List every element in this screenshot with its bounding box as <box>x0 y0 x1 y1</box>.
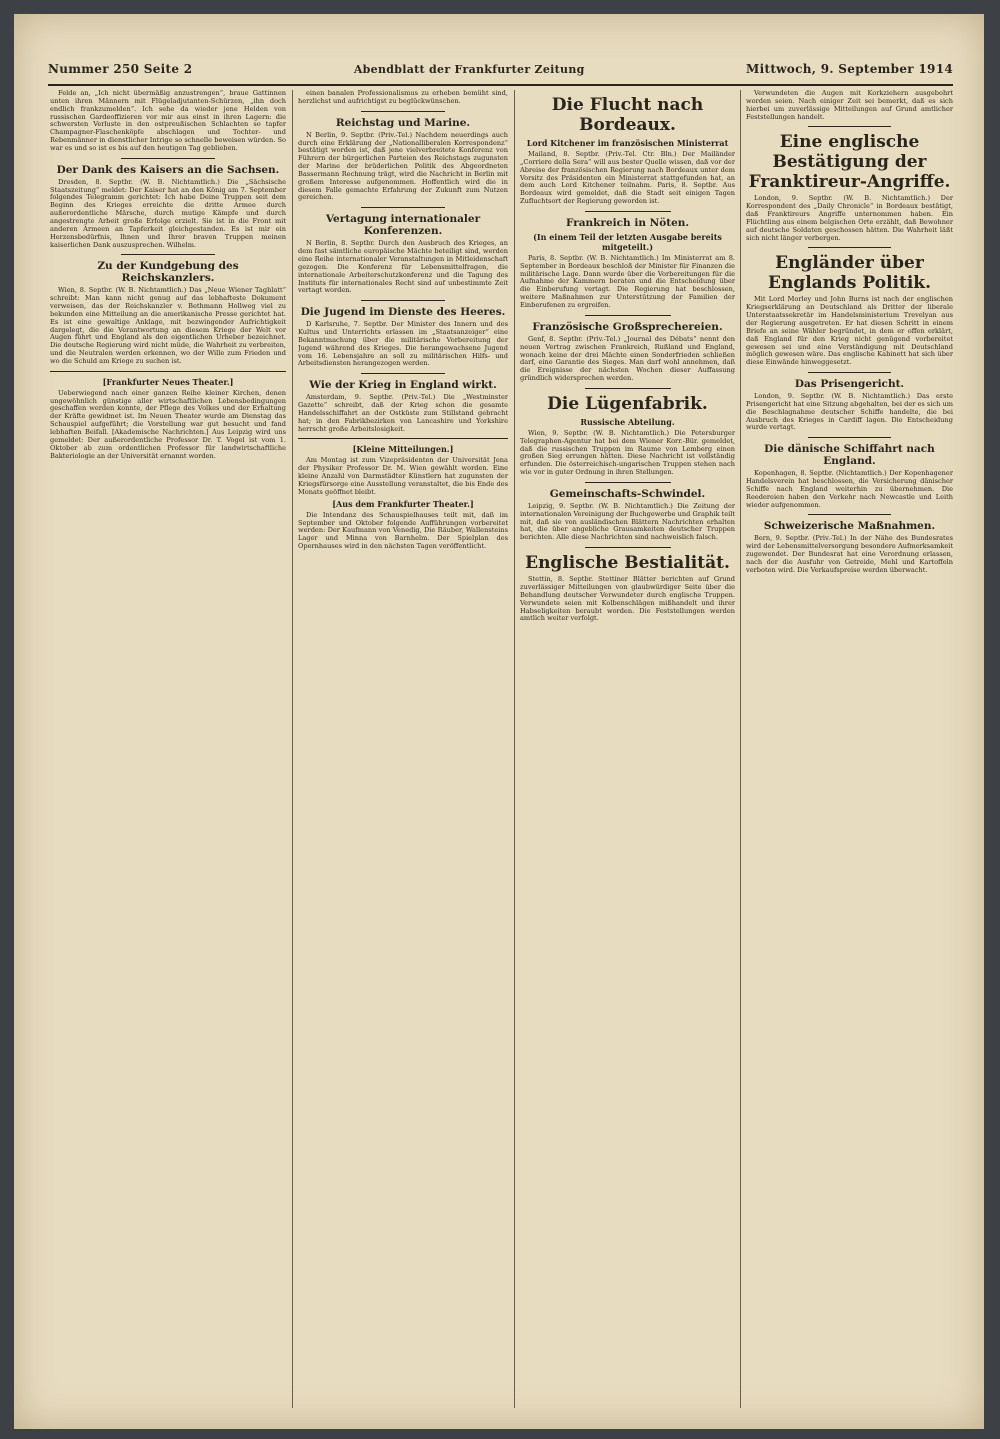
separator <box>585 388 671 389</box>
headline-englaender: Engländer über Englands Politik. <box>767 253 931 294</box>
separator <box>361 300 445 301</box>
separator <box>585 482 671 483</box>
article-body: London, 9. Septbr. (W. B. Nichtamtlich.) Das erste Prisengericht hat eine Sitzung abgehalten, bei der es sich um die Beschlagnahme deutscher Schiffe handelte, die bei Ausbruch des Krieges in Cardiff lagen. Die Entscheidung wurde vertagt. <box>746 392 953 432</box>
headline-prisengericht: Das Prisengericht. <box>794 378 905 391</box>
headline-bestialitaet: Englische Bestialität. <box>525 553 730 574</box>
separator <box>361 207 445 208</box>
separator <box>808 437 891 438</box>
subhead-kitchener: Lord Kitchener im französischen Ministerrat <box>526 138 729 148</box>
headline-schwindel: Gemeinschafts-Schwindel. <box>549 487 706 500</box>
headline-krieg-england: Wie der Krieg in England wirkt. <box>309 379 497 392</box>
column-2 <box>298 90 508 1408</box>
separator <box>585 315 671 316</box>
headline-bestaetigung: Eine englische Bestätigung der Franktireur-Angriffe. <box>748 132 951 193</box>
headline-grosssprecherei: Französische Großsprechereien. <box>532 320 723 333</box>
separator <box>361 373 445 374</box>
article-body: Wien, 8. Septbr. (W. B. Nichtamtlich.) Das „Neue Wiener Tagblatt“ schreibt: Man kann nicht genug auf das lebhafteste Dokument verweisen, das der Reichskanzler v. Bethmann Hollweg viel zu bekunden eine Mitteilung an die amerikanische Presse gerichtet hat. Es ist eine gewaltige Anklage, mit bezwingender Aufrichtigkeit dargelegt, die die Verantwortung an diesem Kriege der Welt vor Augen führt und England als den eigentlichen Urheber bezeichnet. Die deutsche Regierung wird nicht müde, die Wahrheit zu verbreiten, und die Neutralen werden erkennen, wo der Wille zum Frieden und wo die Schuld am Kriege zu suchen ist. <box>50 286 286 365</box>
article-body: Mailand, 8. Septbr. (Priv.-Tel. Ctr. Bln.) Der Mailänder „Corriere della Sera“ will aus bester Quelle wissen, daß vor der Abreise der französischen Regierung nach Bordeaux unter dem Vorsitz des Präsidenten ein Ministerrat stattgefunden hat, an dem auch Lord Kitchener teilnahm. Paris, 8. Septbr. Aus Bordeaux wird gemeldet, daß die Stadt seit einigen Tagen Zufluchtsort der Regierung geworden ist. <box>520 150 735 206</box>
headline-flucht: Die Flucht nach Bordeaux. <box>551 95 704 135</box>
article-body: Amsterdam, 9. Septbr. (Priv.-Tel.) Die „Westminster Gazette“ schreibt, daß der Krieg schon die gesamte Handelsschiffahrt an der Ostküste zum Stillstand gebracht hat; in den Fabrikbezirken von Lancashire und Yorkshire herrscht große Arbeitslosigkeit. <box>298 393 508 433</box>
column-1 <box>50 90 286 1408</box>
column-4 <box>746 90 953 1408</box>
headline-schweizerische: Schweizerische Maßnahmen. <box>763 520 936 533</box>
separator <box>808 247 891 248</box>
separator <box>50 371 286 372</box>
article-body: Genf, 8. Septbr. (Priv.-Tel.) „Journal des Débats“ nennt den neuen Vertrag zwischen Frankreich, Rußland und England, wonach keine der drei Mächte einen Sonderfrieden schließen darf, eine Garantie des Sieges. Man darf wohl annehmen, daß die Ereignisse der nächsten Wochen dieser Auffassung gründlich widersprechen werden. <box>520 334 735 383</box>
article-continuation: einen banalen Professionalismus zu erheben bemüht sind, herzlichst und aufrichtigst zu beglückwünschen. <box>298 90 508 105</box>
subhead-russische: Russische Abteilung. <box>580 416 675 427</box>
article-body: Wien, 9. Septbr. (W. B. Nichtamtlich.) Die Petersburger Telegraphen-Agentur hat bei dem Wiener Korr.-Bür. gemeldet, daß die russischen Truppen im Raume von Lemberg einen großen Sieg errungen hätten. Diese Nachricht ist vollständig erfunden. Die österreichisch-ungarischen Truppen stehen nach wie vor in guter Ordnung in ihren Stellungen. <box>520 428 735 477</box>
article-body: N Berlin, 8. Septbr. Durch den Ausbruch des Krieges, an dem fast sämtliche europäische Mächte beteiligt sind, werden eine Reihe internationaler Veranstaltungen in Mitleidenschaft gezogen. Die Konferenz für Lebensmittelfragen, die internationale Arbeiterschutzkonferenz und die Tagung des Instituts für internationales Recht sind auf unbestimmte Zeit vertagt worden. <box>298 239 508 295</box>
article-body: Stettin, 8. Septbr. Stettiner Blätter berichten auf Grund zuverlässiger Mitteilungen von glaubwürdiger Seite über die Behandlung deutscher Verwundeter durch englische Truppen. Verwundete seien mit Kolbenschlägen mißhandelt und ihrer Habseligkeiten beraubt worden. Die Feststellungen werden amtlich weiter verfolgt. <box>520 575 735 623</box>
article-body: D Karlsruhe, 7. Septbr. Der Minister des Innern und des Kultus und Unterrichts erlassen im „Staatsanzeiger“ eine Bekanntmachung über die militärische Vorbereitung der Jugend während des Krieges. Die herangewachsene Jugend vom 16. Lebensjahre an soll zu militärischen Hilfs- und Arbeitsdiensten herangezogen werden. <box>298 320 508 368</box>
separator <box>361 111 445 112</box>
article-body: Dresden, 8. Septbr. (W. B. Nichtamtlich.) Die „Sächsische Staatszeitung“ meldet: Der Kaiser hat an den König am 7. September folgendes Telegramm gerichtet: Ich habe Deine Truppen seit dem Beginn des Krieges erreichte die dritte Armee durch außerordentliche Märsche, durch mutige Kämpfe und durch angestrengte Arbeit große Erfolge erzielt. Sie ist in die Front mit anderen Armeen an Tapferkeit gleichgestanden. Es ist mir ein Herzensbedürfnis, Ihnen und Ihrer braven Truppen meinen kaiserlichen Dank auszusprechen. Wilhelm. <box>50 177 286 249</box>
article-body: Paris, 8. Septbr. (W. B. Nichtamtlich.) Im Ministerrat am 8. September in Bordeaux beschloß der Minister für Finanzen die militärische Lage. Dann wurde über die Vorbereitungen für die Aufnahme der Kammern beraten und die Entscheidung über die Einberufung vertagt. Die Regierung hat beschlossen, weitere Maßnahmen zur Unterstützung der Familien der Einberufenen zu ergreifen. <box>520 253 735 309</box>
headline-feuilleton: [Frankfurter Neues Theater.] <box>102 376 234 387</box>
headline-reichstag: Reichstag und Marine. <box>335 116 471 129</box>
separator <box>298 438 508 439</box>
headline-daenische: Die dänische Schiffahrt nach England. <box>764 443 935 468</box>
issue-date: Mittwoch, 9. September 1914 <box>746 62 953 76</box>
separator <box>121 254 215 255</box>
column-3 <box>520 90 735 1408</box>
column-rule <box>292 90 293 1408</box>
separator <box>121 158 215 159</box>
page-number: Nummer 250 Seite 2 <box>48 62 193 76</box>
note-frankreich: (In einem Teil der letzten Ausgabe bereits mitgeteilt.) <box>533 231 722 252</box>
article-body: Leipzig, 9. Septbr. (W. B. Nichtamtlich.) Die Zeitung der internationalen Vereinigung der Buchgewerbe und Graphik teilt mit, daß sie von ausländischen Blättern Nachrichten erhalten hat, die über angebliche Grausamkeiten deutscher Truppen berichten. Alle diese Nachrichten sind nachweislich falsch. <box>520 501 735 542</box>
separator <box>585 547 671 548</box>
article-body: Ueberwiegend nach einer ganzen Reihe kleiner Kirchen, denen ungewöhnlich günstige aller wirtschaftlichen Lebensbedingungen geschaffen werden konnte, der Pflege des Volkes und der Erhaltung der Kräfte gewidmet ist. Im Neuen Theater wurde am Dienstag das Schauspiel aufgeführt; die Vorstellung war gut besucht und fand lebhaften Beifall. [Akademische Nachrichten.] Aus Leipzig wird uns gemeldet: Der außerordentliche Professor Dr. T. Vogel ist vom 1. Oktober ab zum ordentlichen Professor für landwirtschaftliche Bakteriologie an der Universität ernannt worden. <box>50 388 286 460</box>
article-body: Am Montag ist zum Vizepräsidenten der Universität Jena der Physiker Professor Dr. M. Wien gewählt worden. Eine kleine Anzahl von Darmstädter Künstlern hat zugunsten der Kriegsfürsorge eine Ausstellung veranstaltet, die bis Ende des Monats geöffnet bleibt. <box>298 456 508 496</box>
headline-vertagung: Vertagung internationaler Konferenzen. <box>325 213 481 238</box>
article-body: Bern, 9. Septbr. (Priv.-Tel.) In der Nähe des Bundesrates wird der Lebensmittelversorgung besondere Aufmerksamkeit zugewendet. Der Bundesrat hat eine Verordnung erlassen, nach der die Ausfuhr von Getreide, Mehl und Kartoffeln verboten wird. Die Verkaufspreise werden überwacht. <box>746 534 953 574</box>
separator <box>808 126 891 127</box>
separator <box>808 372 891 373</box>
masthead <box>48 62 953 86</box>
article-continuation: Felde an, „Ich nicht übermäßig anzustrengen“, braue Gattinnen unten ihren Männern mit Flügeladjutanten-Schürzen, „ihn doch endlich frankzumelden“. Ich sehe da wieder jene Helden von russischen Gardeoffizieren vor mir aus einst in ihren Lagern: die schwersten Verluste in den ostpreußischen Schlachten so tapfer Champagner-Flaschenköpfe abschlagen und Tochter- und Rebenmänner in dienstlicher Intrige so schnelle beweisen würden. So war es und so ist es bis auf den heutigen Tag geblieben. <box>50 90 286 152</box>
headline-theater: [Aus dem Frankfurter Theater.] <box>332 498 474 509</box>
separator <box>808 514 891 515</box>
headline-frankreich: Frankreich in Nöten. <box>565 216 690 229</box>
column-rule <box>514 90 515 1408</box>
headline-luegenfabrik: Die Lügenfabrik. <box>547 393 708 414</box>
article-continuation: Verwundeten die Augen mit Korkziehern ausgebohrt worden seien. Nach einiger Zeit sei bemerkt, daß es sich hierbei um zuverlässige Mitteilungen auf Grund amtlicher Feststellungen handelt. <box>746 90 953 121</box>
headline-kundgebung: Zu der Kundgebung des Reichskanzlers. <box>97 260 239 285</box>
article-body: Die Intendanz des Schauspielhauses teilt mit, daß im September und Oktober folgende Aufführungen vorbereitet werden: Der Kaufmann von Venedig, Die Räuber, Wallensteins Lager und Minna von Barnhelm. Der Spielplan des Opernhauses wird in den nächsten Tagen veröffentlicht. <box>298 510 508 551</box>
article-body: N Berlin, 9. Septbr. (Priv.-Tel.) Nachdem neuerdings auch durch eine Erklärung der „Nationalliberalen Korrespondenz“ bestätigt worden ist, daß jene vielverbreitete Konferenz von Führern der bürgerlichen Parteien des Reichstags zugunsten der Marine der brüderlichen Politik des Abgeordneten Bassermann Rechnung trägt, wird die Nachricht in Berlin mit großem Interesse aufgenommen. Hoffentlich wird die in diesem Falle gemachte Erfahrung der Zukunft zum Nutzen gereichen. <box>298 130 508 202</box>
headline-dank: Der Dank des Kaisers an die Sachsen. <box>56 163 280 176</box>
column-rule <box>740 90 741 1408</box>
newspaper-title: Abendblatt der Frankfurter Zeitung <box>353 63 585 76</box>
article-body: Mit Lord Morley und John Burns ist nach der englischen Kriegserklärung an Deutschland als Dritter der liberale Unterstaatssekretär im Handelsministerium Trevelyan aus der Regierung ausgetreten. Er hat diesen Schritt in einem Briefe an seine Wähler begründet, in dem er offen erklärt, daß England für den Krieg nicht genügend vorbereitet gewesen sei und eine Verständigung mit Deutschland möglich gewesen wäre. Das englische Kabinett hat sich über diese Einwände hinweggesetzt. <box>746 295 953 367</box>
article-body: Kopenhagen, 8. Septbr. (Nichtamtlich.) Der Kopenhagener Handelsverein hat beschlossen, die Versicherung dänischer Schiffe nach England weiterhin zu übernehmen. Die Reedereien haben den Verkehr nach Newcastle und Leith wieder aufgenommen. <box>746 469 953 509</box>
article-body: London, 9. Septbr. (W. B. Nichtamtlich.) Der Korrespondent des „Daily Chronicle“ in Bordeaux bestätigt, daß Franktireurs Angriffe unternommen haben. Ein Flüchtling aus einem belgischen Orte erzählt, daß Bewohner auf deutsche Soldaten geschossen hätten. Die Wahrheit läßt sich nicht länger verbergen. <box>746 194 953 242</box>
headline-jugend: Die Jugend im Dienste des Heeres. <box>300 306 506 319</box>
headline-kleine: [Kleine Mitteilungen.] <box>352 444 454 455</box>
separator <box>585 211 671 212</box>
